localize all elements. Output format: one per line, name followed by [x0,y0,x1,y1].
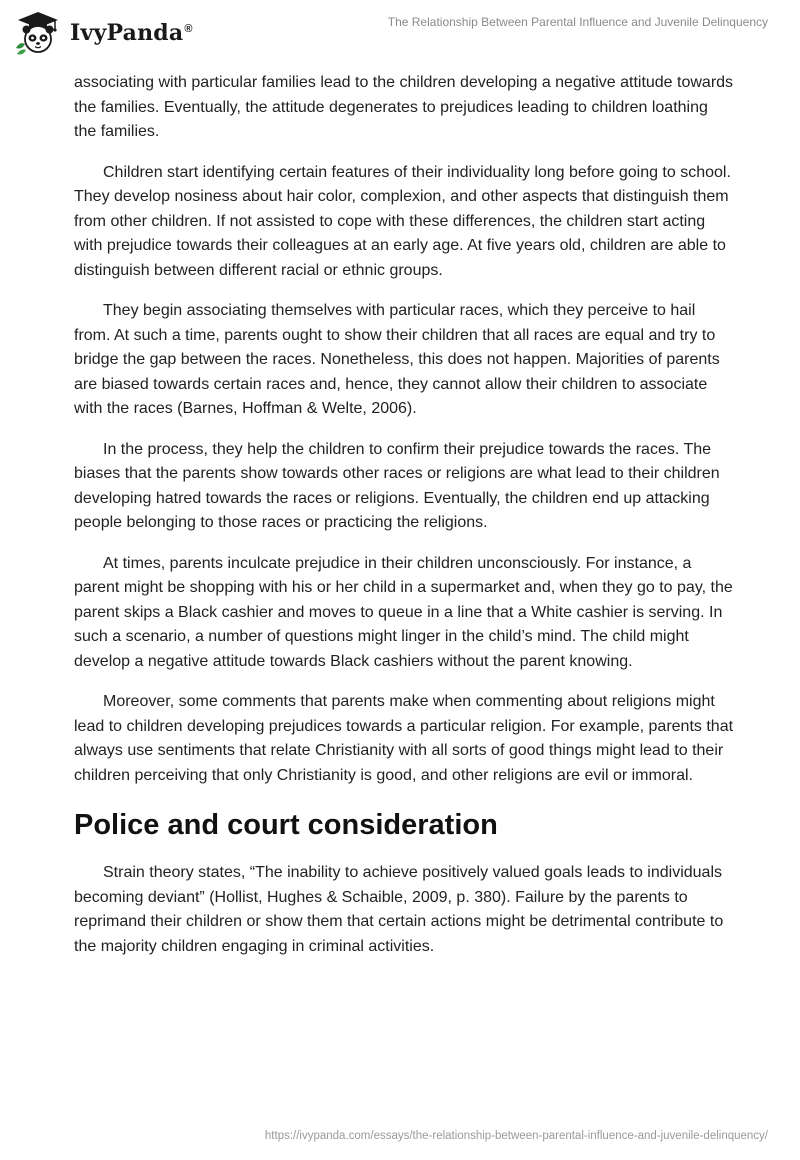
paragraph-4: In the process, they help the children to confirm their prejudice towards the races. The biases that the parents show towards other races or religions are what lead to their children developing hatred towards the races or religions. Eventually, the children end up attacking people belonging to those races or practicing the religions. [74,440,720,531]
logo-wordmark: IvyPanda® [70,20,193,46]
paragraph-2: Children start identifying certain features of their individuality long before going to school. They develop nosiness about hair color, complexion, and other aspects that distinguish them from other children. If not assisted to cope with these differences, the children start acting with prejudice towards their colleagues at an early age. At five years old, children are able to distinguish between different racial or ethnic groups. [74,163,731,279]
panda-logo-icon [14,8,62,56]
section-paragraph-1: Strain theory states, “The inability to achieve positively valued goals leads to individuals becoming deviant” (Hollist, Hughes & Schaible, 2009, p. 380). Failure by the parents to reprimand their children or show them that certain actions might be detrimental contribute to the majority children engaging in criminal activities. [74,864,724,955]
essay-content [74,71,734,975]
ivypanda-logo[interactable] [14,8,193,56]
document-title: The Relationship Between Parental Influence and Juvenile Delinquency [387,15,768,29]
page-header [0,0,800,60]
source-url[interactable]: https://ivypanda.com/essays/the-relationship-between-parental-influence-and-juvenile-delinquency/ [264,1130,768,1142]
section-heading: Police and court consideration [74,809,498,841]
paragraph-3: They begin associating themselves with particular races, which they perceive to hail from. At such a time, parents ought to show their children that all races are equal and try to bridge the gap between the races. Nonetheless, this does not happen. Majorities of parents are biased towards certain races and, hence, they cannot allow their children to associate with the races (Barnes, Hoffman & Welte, 2006). [74,302,720,417]
paragraph-6: Moreover, some comments that parents make when commenting about religions might lead to children developing prejudices towards a particular religion. For example, parents that always use sentiments that relate Christianity with all sorts of good things might lead to their children perceiving that only Christianity is good, and other religions are evil or immoral. [74,693,734,784]
paragraph-5: At times, parents inculcate prejudice in their children unconsciously. For instance, a parent might be shopping with his or her child in a supermarket and, when they go to pay, the parent skips a Black cashier and moves to queue in a line that a White cashier is serving. In such a scenario, a number of questions might linger in the child’s mind. The child might develop a negative attitude towards Black cashiers without the parent knowing. [74,554,733,670]
paragraph-1: associating with particular families lead to the children developing a negative attitude towards the families. Eventually, the attitude degenerates to prejudices leading to children loathing the families. [74,74,734,140]
